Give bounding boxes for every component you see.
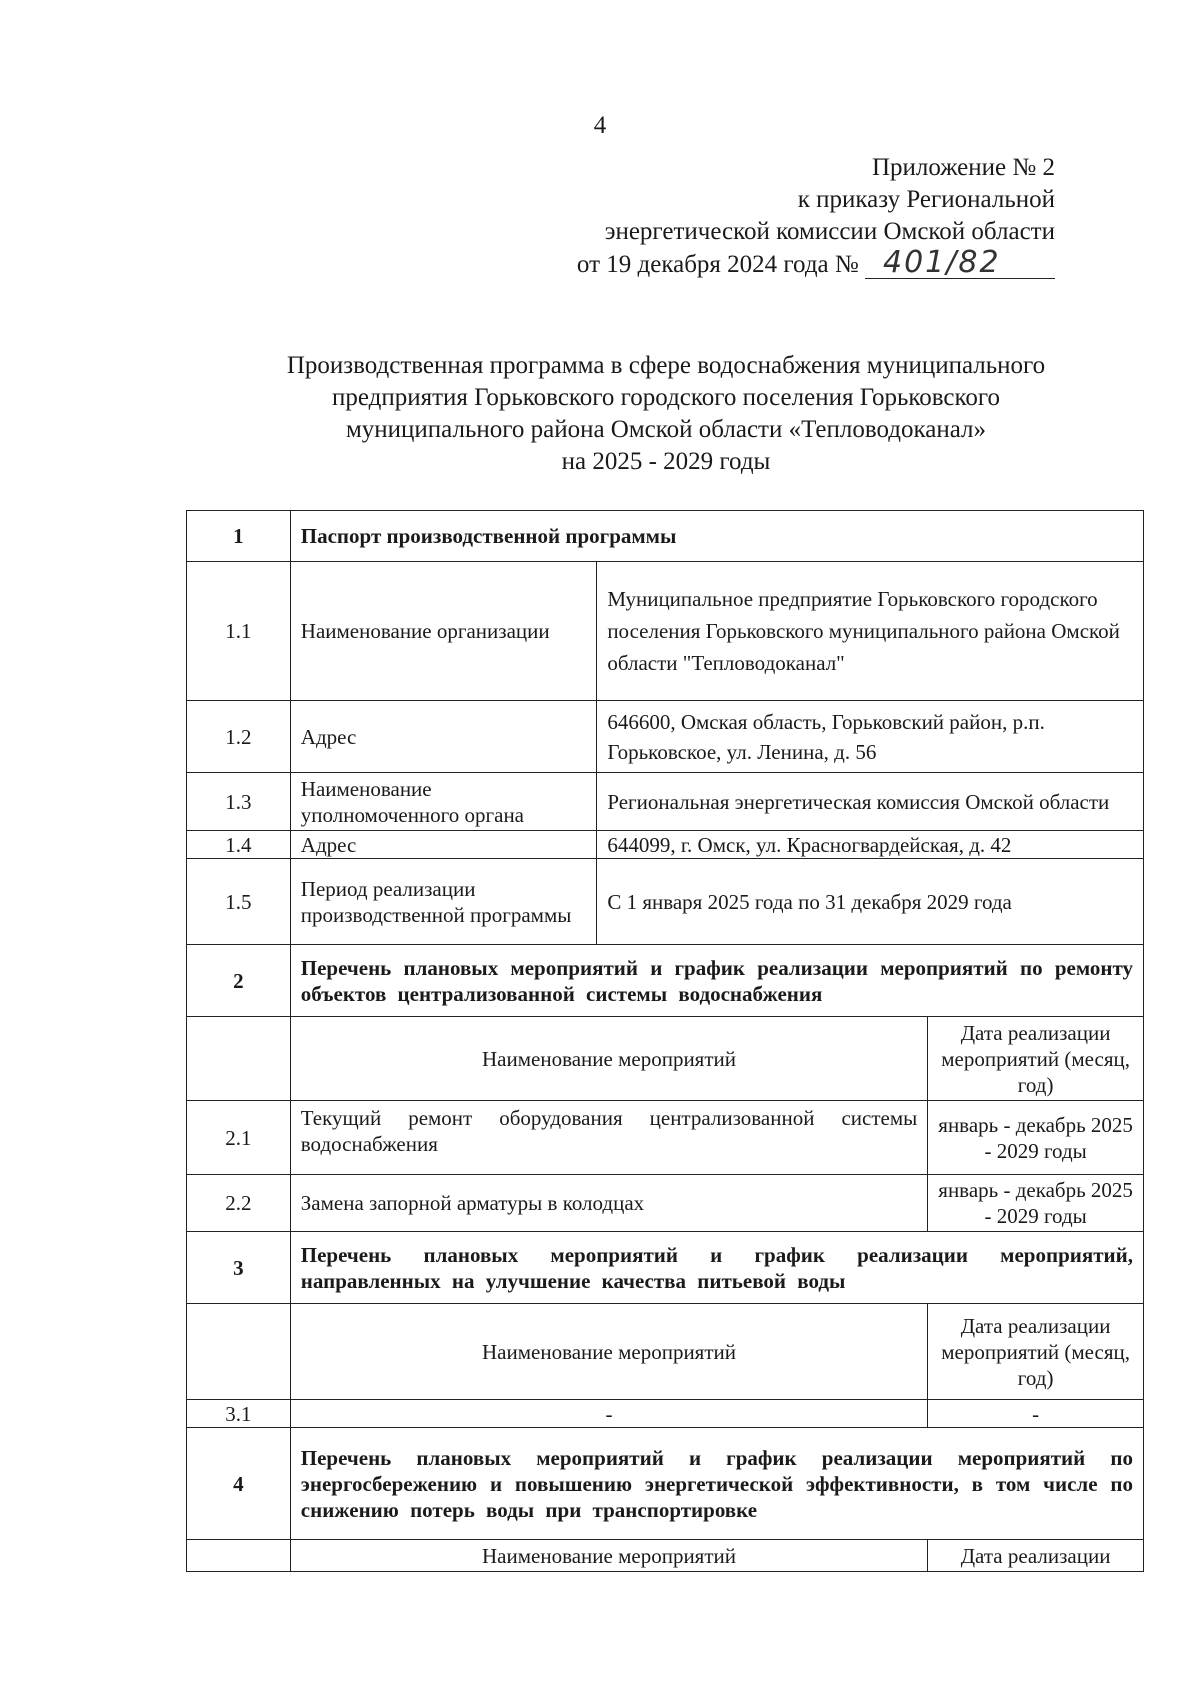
measure-name: Текущий ремонт оборудования централизованной системы водоснабжения — [290, 1101, 927, 1175]
table-row — [187, 1101, 1144, 1175]
row-number: 1.4 — [187, 831, 291, 859]
column-header-date: Дата реализации — [928, 1540, 1144, 1572]
row-number: 2.1 — [187, 1101, 291, 1175]
column-header-name: Наименование мероприятий — [290, 1017, 927, 1101]
section-2-header-row — [187, 945, 1144, 1017]
section-2-column-headers — [187, 1017, 1144, 1101]
appendix-line-1: Приложение № 2 — [871, 154, 1055, 181]
row-number: 1.1 — [187, 562, 291, 701]
column-header-date: Дата реализации мероприятий (месяц, год) — [928, 1017, 1144, 1101]
table-row — [187, 1175, 1144, 1232]
order-number-handwritten: 401/82 — [865, 248, 1055, 279]
title-line-4: на 2025 - 2029 годы — [561, 448, 771, 475]
section-4-header-row — [187, 1428, 1144, 1540]
table-row — [187, 1400, 1144, 1428]
row-value: 644099, г. Омск, ул. Красногвардейская, д. 42 — [597, 831, 1144, 859]
appendix-header — [577, 152, 1055, 281]
section-1-number: 1 — [187, 511, 291, 562]
measure-name: Замена запорной арматуры в колодцах — [290, 1175, 927, 1232]
section-4-title: Перечень плановых мероприятий и график реализации мероприятий по энергосбережению и повышению энергетической эффективности, в том числе по снижению потерь воды при транспортировке — [290, 1428, 1143, 1540]
row-label: Адрес — [290, 831, 597, 859]
title-line-3: муниципального района Омской области «Тепловодоканал» — [345, 416, 987, 443]
order-date: от 19 декабря 2024 года № — [576, 251, 859, 278]
program-title — [0, 350, 1200, 478]
row-value: С 1 января 2025 года по 31 декабря 2029 года — [597, 859, 1144, 945]
table-row — [187, 562, 1144, 701]
row-number: 1.2 — [187, 701, 291, 773]
program-table — [186, 510, 1144, 1572]
section-3-column-headers — [187, 1304, 1144, 1400]
measure-date: - — [928, 1400, 1144, 1428]
appendix-line-4 — [576, 245, 1055, 281]
column-header-date: Дата реализации мероприятий (месяц, год) — [928, 1304, 1144, 1400]
row-value: Муниципальное предприятие Горьковского городского поселения Горьковского муниципального района Омской области "Тепловодоканал" — [597, 562, 1144, 701]
section-4-column-headers — [187, 1540, 1144, 1572]
row-number: 3.1 — [187, 1400, 291, 1428]
section-3-header-row — [187, 1232, 1144, 1304]
table-row — [187, 831, 1144, 859]
appendix-line-3: энергетической комиссии Омской области — [604, 218, 1055, 245]
row-number: 1.3 — [187, 773, 291, 831]
table-row — [187, 859, 1144, 945]
row-value: Региональная энергетическая комиссия Омской области — [597, 773, 1144, 831]
row-label: Наименование организации — [290, 562, 597, 701]
measure-name: - — [290, 1400, 927, 1428]
row-label: Адрес — [290, 701, 597, 773]
measure-date: январь - декабрь 2025 - 2029 годы — [928, 1175, 1144, 1232]
section-2-number: 2 — [187, 945, 291, 1017]
section-2-title: Перечень плановых мероприятий и график реализации мероприятий по ремонту объектов централизованной системы водоснабжения — [290, 945, 1143, 1017]
column-header-name: Наименование мероприятий — [290, 1540, 927, 1572]
appendix-line-2: к приказу Региональной — [797, 186, 1055, 213]
title-line-1: Производственная программа в сфере водоснабжения муниципального — [286, 352, 1046, 379]
row-value: 646600, Омская область, Горьковский район, р.п. Горьковское, ул. Ленина, д. 56 — [597, 701, 1144, 773]
measure-date: январь - декабрь 2025 - 2029 годы — [928, 1101, 1144, 1175]
section-1-title: Паспорт производственной программы — [290, 511, 1143, 562]
row-number: 2.2 — [187, 1175, 291, 1232]
title-line-2: предприятия Горьковского городского поселения Горьковского — [331, 384, 1001, 411]
row-label: Период реализации производственной программы — [290, 859, 597, 945]
row-label: Наименование уполномоченного органа — [290, 773, 597, 831]
section-3-number: 3 — [187, 1232, 291, 1304]
table-row — [187, 701, 1144, 773]
section-4-number: 4 — [187, 1428, 291, 1540]
section-3-title: Перечень плановых мероприятий и график реализации мероприятий, направленных на улучшение качества питьевой воды — [290, 1232, 1143, 1304]
page-number: 4 — [593, 112, 607, 139]
table-row — [187, 773, 1144, 831]
section-1-header-row — [187, 511, 1144, 562]
column-header-name: Наименование мероприятий — [290, 1304, 927, 1400]
row-number: 1.5 — [187, 859, 291, 945]
